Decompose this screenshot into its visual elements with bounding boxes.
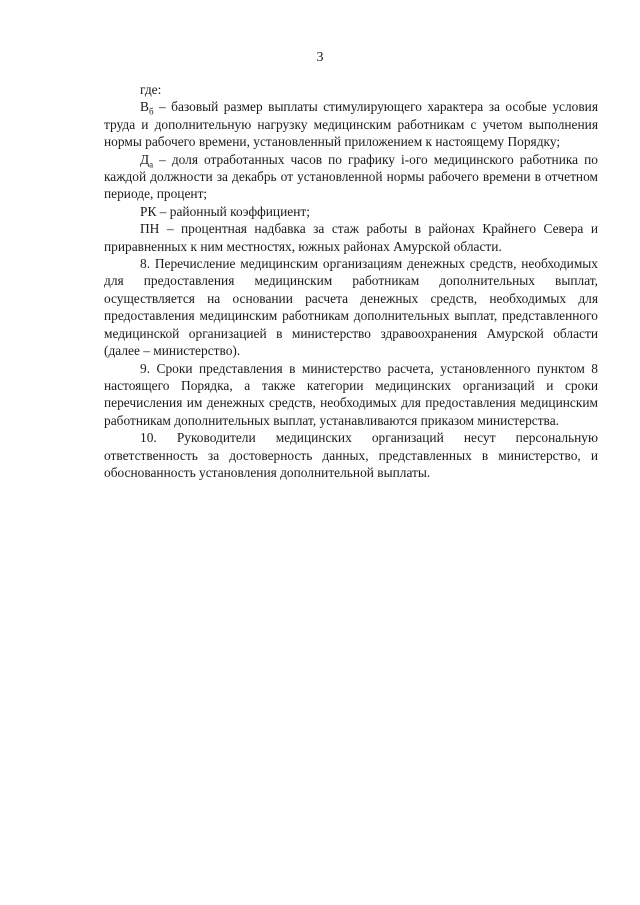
definition-text: – базовый размер выплаты стимулирующего характера за особые условия труда и дополнительную нагрузку медицинским работникам с учетом выполнения нормы рабочего времени, установленный приложением к настоящему Порядку; bbox=[104, 99, 598, 150]
paragraph-9: 9. Сроки представления в министерство расчета, установленного пунктом 8 настоящего Порядка, а также категории медицинских организаций и сроки перечисления им денежных средств, необходимых для предоставления медицинским работникам дополнительных выплат, устанавливаются приказом министерства. bbox=[104, 360, 598, 428]
definition-symbol: В bbox=[140, 99, 149, 115]
definition-base-payment bbox=[104, 98, 598, 150]
definition-symbol: РК bbox=[140, 203, 157, 219]
definition-subscript: а bbox=[149, 159, 154, 170]
definition-symbol: Д bbox=[140, 151, 150, 167]
page-number: 3 bbox=[316, 50, 324, 65]
definition-text: – районный коэффициент; bbox=[156, 203, 310, 219]
definition-text: – доля отработанных часов по графику i-ого медицинского работника по каждой должности за декабрь от установленной нормы рабочего времени в отчетном периоде, процент; bbox=[104, 151, 598, 202]
intro-line: где: bbox=[140, 82, 162, 97]
definition-regional-coefficient bbox=[104, 203, 598, 220]
definition-text: – процентная надбавка за стаж работы в районах Крайнего Севера и приравненных к ним местностях, южных районах Амурской области. bbox=[104, 221, 598, 254]
definition-symbol: ПН bbox=[140, 221, 160, 237]
definition-subscript: б bbox=[148, 107, 154, 118]
definition-percent-allowance bbox=[104, 220, 598, 255]
paragraph-10: 10. Руководители медицинских организаций несут персональную ответственность за достоверность данных, представленных в министерство, и обоснованность установления дополнительной выплаты. bbox=[104, 430, 598, 480]
paragraph-8: 8. Перечисление медицинским организациям денежных средств, необходимых для предоставления медицинским работникам дополнительных выплат, осуществляется на основании расчета денежных средств, необходимых для предоставления медицинским работникам дополнительных выплат, представленного медицинской организацией в министерство здравоохранения Амурской области (далее – министерство). bbox=[104, 256, 598, 359]
definition-hours-share bbox=[104, 151, 598, 203]
document-body bbox=[104, 81, 598, 481]
